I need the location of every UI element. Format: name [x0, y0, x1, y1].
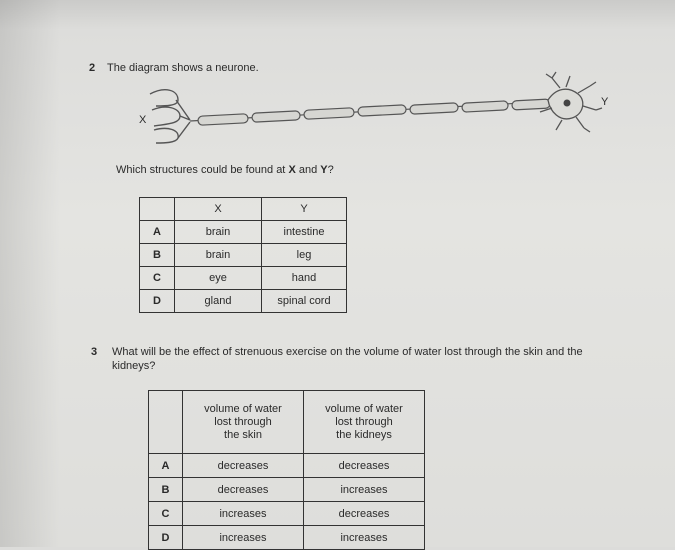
- header-kidneys-line: the kidneys: [336, 428, 392, 441]
- table-row: [149, 478, 425, 502]
- label-y: Y: [601, 96, 609, 108]
- question-3-number: 3: [91, 346, 98, 358]
- header-kidneys: [304, 391, 425, 454]
- option-y: intestine: [262, 221, 347, 244]
- question-3-line2: kidneys?: [112, 360, 156, 372]
- option-letter: A: [149, 454, 183, 478]
- option-skin: increases: [183, 502, 304, 526]
- option-x: brain: [175, 221, 262, 244]
- table-row: [140, 221, 347, 244]
- question-2-options-table: [139, 197, 347, 313]
- option-letter: D: [149, 526, 183, 550]
- question-3-options-table: [148, 390, 425, 550]
- question-2-text: [116, 164, 334, 176]
- option-skin: decreases: [183, 454, 304, 478]
- question-2-and: and: [295, 164, 321, 176]
- option-kidneys: increases: [304, 526, 425, 550]
- question-2-prompt: The diagram shows a neurone.: [107, 62, 259, 74]
- table-row: [140, 290, 347, 313]
- option-letter: D: [140, 290, 175, 313]
- option-x: brain: [175, 244, 262, 267]
- table-row: [149, 454, 425, 478]
- option-y: leg: [262, 244, 347, 267]
- option-skin: decreases: [183, 478, 304, 502]
- table-row: [140, 267, 347, 290]
- table-row: [140, 244, 347, 267]
- question-2-lead: Which structures could be found at: [116, 164, 289, 176]
- header-kidneys-line: lost through: [335, 415, 393, 428]
- question-2-end: ?: [327, 164, 334, 176]
- option-letter: C: [140, 267, 175, 290]
- question-3-line1: What will be the effect of strenuous exercise on the volume of water lost through the skin and the: [112, 346, 583, 358]
- option-kidneys: decreases: [304, 454, 425, 478]
- table-header-row: [140, 198, 347, 221]
- option-kidneys: increases: [304, 478, 425, 502]
- header-skin-line: the skin: [224, 428, 262, 441]
- option-letter: A: [140, 221, 175, 244]
- option-x: eye: [175, 267, 262, 290]
- header-skin: [183, 391, 304, 454]
- option-letter: B: [149, 478, 183, 502]
- question-2-number: 2: [89, 62, 96, 74]
- label-x: X: [139, 114, 147, 126]
- option-letter: C: [149, 502, 183, 526]
- header-empty: [140, 198, 175, 221]
- question-2-x: X: [288, 164, 296, 176]
- question-2-y: Y: [320, 164, 328, 176]
- option-skin: increases: [183, 526, 304, 550]
- table-row: [149, 502, 425, 526]
- option-y: spinal cord: [262, 290, 347, 313]
- table-row: [149, 526, 425, 550]
- table-header-row: [149, 391, 425, 454]
- header-kidneys-line: volume of water: [325, 402, 403, 415]
- option-letter: B: [140, 244, 175, 267]
- option-x: gland: [175, 290, 262, 313]
- header-skin-line: volume of water: [204, 402, 282, 415]
- option-y: hand: [262, 267, 347, 290]
- header-skin-line: lost through: [214, 415, 272, 428]
- header-empty: [149, 391, 183, 454]
- header-x: X: [175, 198, 262, 221]
- option-kidneys: decreases: [304, 502, 425, 526]
- header-y: Y: [262, 198, 347, 221]
